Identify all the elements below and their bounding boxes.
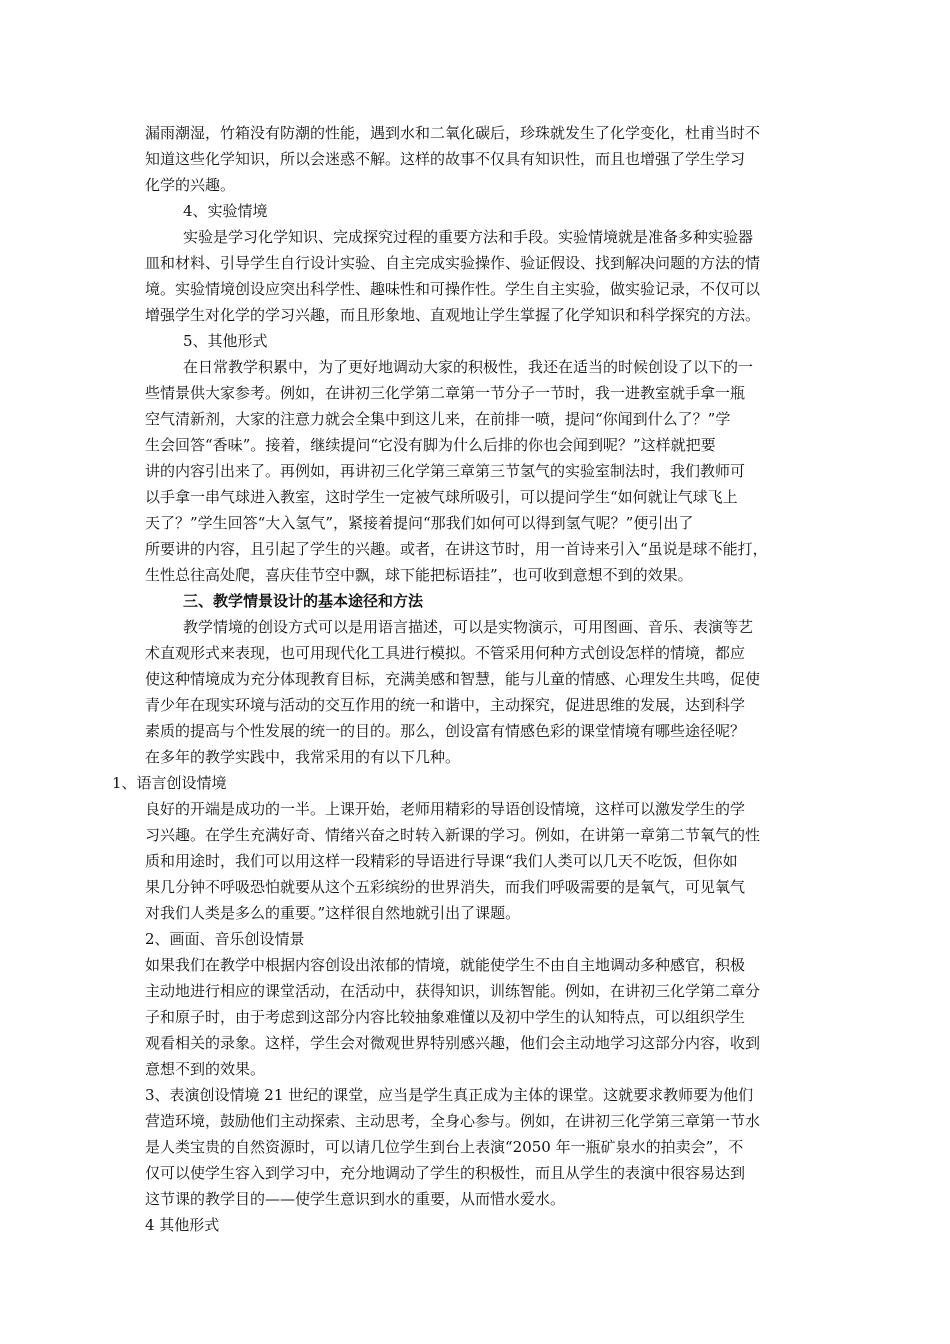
text-line: 化学的兴趣。 bbox=[145, 176, 236, 194]
text-line: 讲的内容引出来了。再例如，再讲初三化学第三章第三节氢气的实验室制法时，我们教师可 bbox=[145, 462, 746, 480]
text-line: 良好的开端是成功的一半。上课开始，老师用精彩的导语创设情境，这样可以激发学生的学 bbox=[145, 800, 746, 818]
text-line: 仅可以使学生容入到学习中，充分地调动了学生的积极性，而且从学生的表演中很容易达到 bbox=[145, 1164, 746, 1182]
text-line: 实验是学习化学知识、完成探究过程的重要方法和手段。实验情境就是准备多种实验器 bbox=[183, 228, 754, 246]
text-line: 3、表演创设情境 21 世纪的课堂，应当是学生真正成为主体的课堂。这就要求教师要为他们 bbox=[145, 1086, 754, 1104]
text-line: 素质的提高与个性发展的统一的目的。那么，创设富有情感色彩的课堂情境有哪些途径呢？ bbox=[145, 722, 746, 740]
text-line: 所要讲的内容，且引起了学生的兴趣。或者，在讲这节时，用一首诗来引入“虽说是球不能打， bbox=[145, 540, 768, 558]
text-line: 皿和材料、引导学生自行设计实验、自主完成实验操作、验证假设、找到解决问题的方法的情 bbox=[145, 254, 761, 272]
text-line: 青少年在现实环境与活动的交互作用的统一和谐中，主动探究，促进思维的发展，达到科学 bbox=[145, 696, 746, 714]
text-line: 对我们人类是多么的重要。”这样很自然地就引出了课题。 bbox=[145, 904, 521, 922]
section-heading: 1、语言创设情境 bbox=[112, 774, 227, 792]
section-title: 三、教学情景设计的基本途径和方法 bbox=[183, 592, 424, 610]
text-line: 意想不到的效果。 bbox=[145, 1060, 266, 1078]
text-line: 子和原子时，由于考虑到这部分内容比较抽象难懂以及初中学生的认知特点，可以组织学生 bbox=[145, 1008, 746, 1026]
text-line: 果几分钟不呼吸恐怕就要从这个五彩缤纷的世界消失，而我们呼吸需要的是氧气，可见氧气 bbox=[145, 878, 746, 896]
text-line: 观看相关的录象。这样，学生会对微观世界特别感兴趣，他们会主动地学习这部分内容，收到 bbox=[145, 1034, 761, 1052]
text-line: 在多年的教学实践中，我常采用的有以下几种。 bbox=[145, 748, 461, 766]
text-line: 生会回答“香味”。接着，继续提问“它没有脚为什么后排的你也会闻到呢？”这样就把要 bbox=[145, 436, 716, 454]
text-line: 主动地进行相应的课堂活动，在活动中，获得知识，训练智能。例如，在讲初三化学第二章分 bbox=[145, 982, 761, 1000]
text-line: 质和用途时，我们可以用这样一段精彩的导语进行导课“我们人类可以几天不吃饭，但你如 bbox=[145, 852, 738, 870]
section-heading: 5、其他形式 bbox=[183, 332, 268, 350]
text-line: 天了？”学生回答“大入氢气”，紧接着提问“那我们如何可以得到氢气呢？”便引出了 bbox=[145, 514, 694, 532]
text-line: 营造环境，鼓励他们主动探索、主动思考，全身心参与。例如，在讲初三化学第三章第一节水 bbox=[145, 1112, 761, 1130]
text-line: 空气清新剂，大家的注意力就会全集中到这儿来，在前排一喷，提问“你闻到什么了？”学 bbox=[145, 410, 731, 428]
text-line: 以手拿一串气球进入教室，这时学生一定被气球所吸引，可以提问学生“如何就让气球飞上 bbox=[145, 488, 738, 506]
text-line: 这节课的教学目的——使学生意识到水的重要，从而惜水爱水。 bbox=[145, 1190, 566, 1208]
text-line: 是人类宝贵的自然资源时，可以请几位学生到台上表演“2050 年一瓶矿泉水的拍卖会”，不 bbox=[145, 1138, 744, 1156]
section-heading: 4 其他形式 bbox=[145, 1216, 220, 1234]
text-line: 境。实验情境创设应突出科学性、趣味性和可操作性。学生自主实验，做实验记录，不仅可以 bbox=[145, 280, 761, 298]
text-line: 些情景供大家参考。例如，在讲初三化学第二章第一节分子一节时，我一进教室就手拿一瓶 bbox=[145, 384, 746, 402]
section-heading: 4、实验情境 bbox=[183, 202, 268, 220]
text-line: 术直观形式来表现，也可用现代化工具进行模拟。不管采用何种方式创设怎样的情境，都应 bbox=[145, 644, 746, 662]
text-line: 习兴趣。在学生充满好奇、情绪兴奋之时转入新课的学习。例如，在讲第一章第二节氧气的性 bbox=[145, 826, 761, 844]
text-line: 漏雨潮湿，竹箱没有防潮的性能，遇到水和二氧化碳后，珍珠就发生了化学变化，杜甫当时不 bbox=[145, 124, 761, 142]
section-heading: 2、画面、音乐创设情景 bbox=[145, 930, 305, 948]
text-line: 知道这些化学知识，所以会迷惑不解。这样的故事不仅具有知识性，而且也增强了学生学习 bbox=[145, 150, 746, 168]
text-line: 如果我们在教学中根据内容创设出浓郁的情境，就能使学生不由自主地调动多种感官，积极 bbox=[145, 956, 746, 974]
text-line: 使这种情境成为充分体现教育目标，充满美感和智慧，能与儿童的情感、心理发生共鸣，促使 bbox=[145, 670, 761, 688]
text-line: 教学情境的创设方式可以是用语言描述，可以是实物演示，可用图画、音乐、表演等艺 bbox=[183, 618, 754, 636]
text-line: 生性总往高处爬，喜庆佳节空中飘，球下能把标语挂”，也可收到意想不到的效果。 bbox=[145, 566, 693, 584]
text-line: 在日常教学积累中，为了更好地调动大家的积极性，我还在适当的时候创设了以下的一 bbox=[183, 358, 754, 376]
text-line: 增强学生对化学的学习兴趣，而且形象地、直观地让学生掌握了化学知识和科学探究的方法。 bbox=[145, 306, 761, 324]
